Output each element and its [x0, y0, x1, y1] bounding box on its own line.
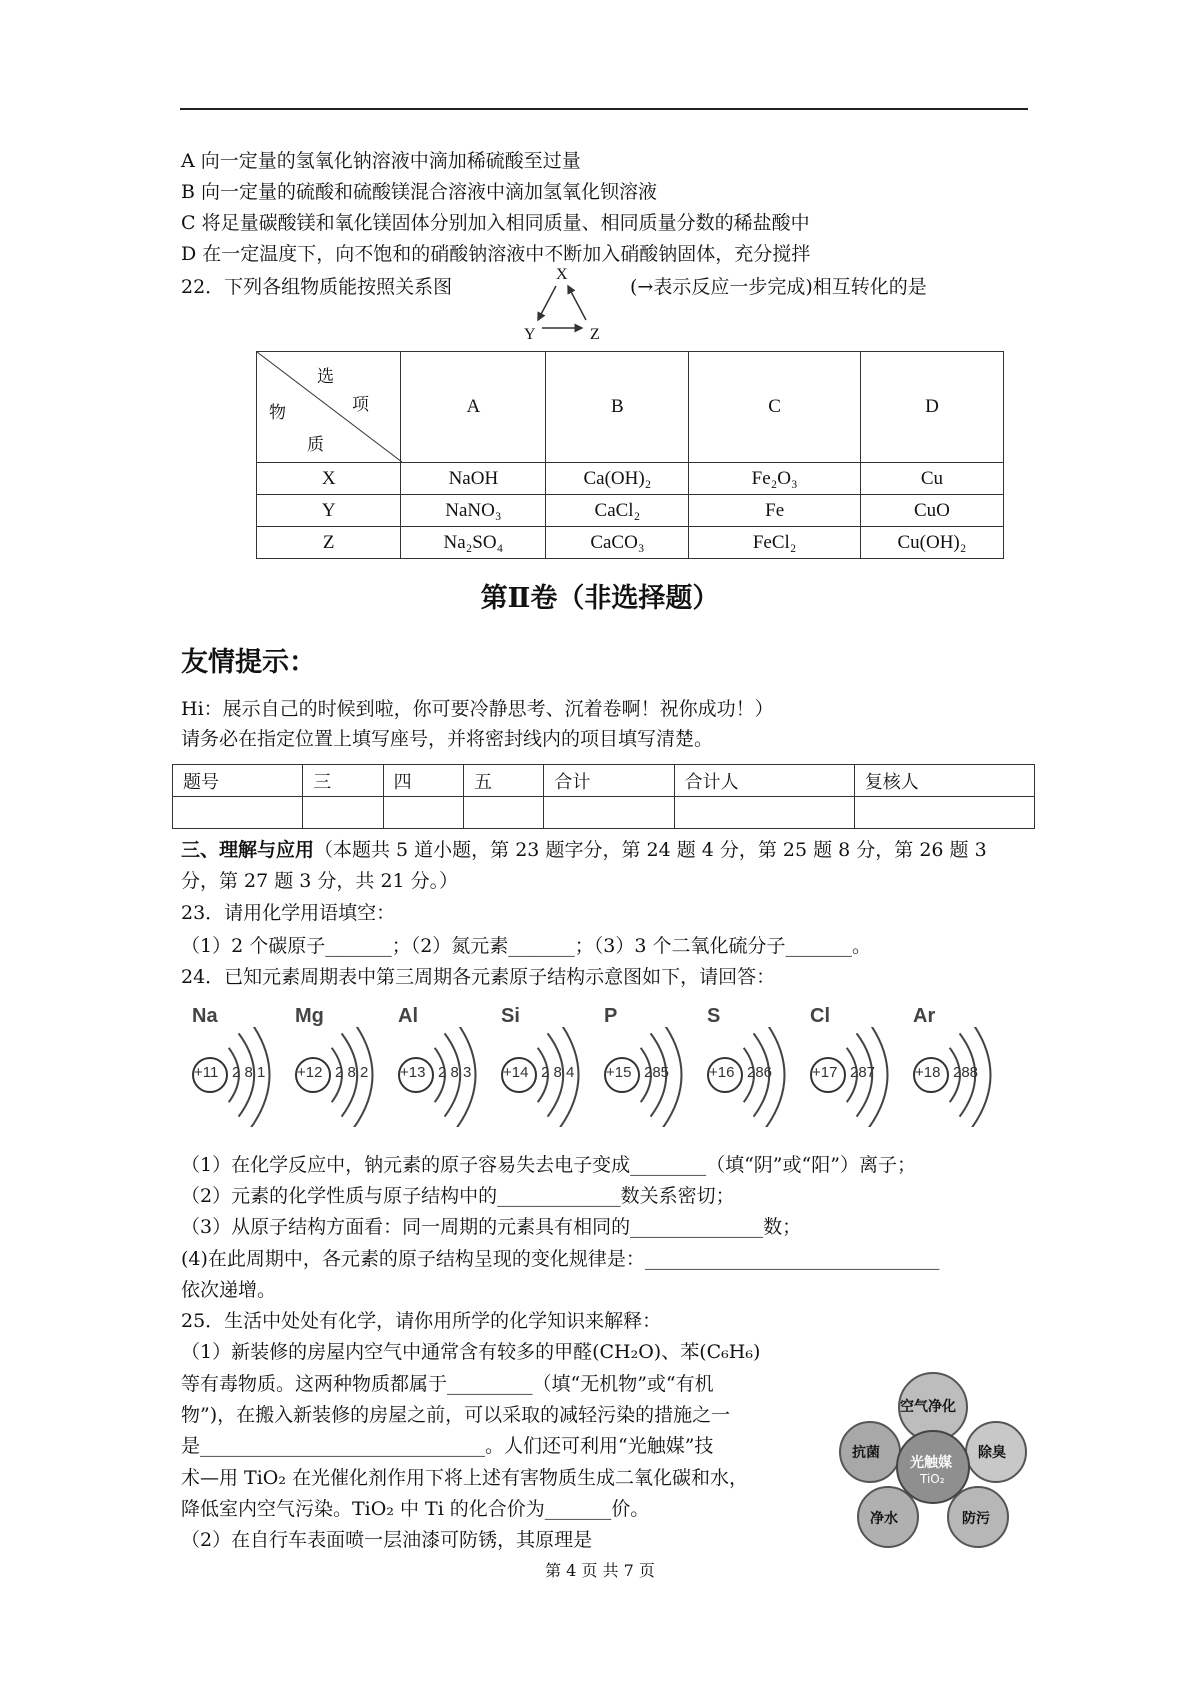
header-rule [180, 108, 1028, 110]
score-header: 四 [383, 765, 463, 797]
q25-line-3: 物”)，在搬入新装修的房屋之前，可以采取的减轻污染的措施之一 [181, 1404, 731, 1426]
section3-title: 三、理解与应用 [181, 839, 315, 861]
q25-line-5: 术—用 TiO₂ 在光催化剂作用下将上述有害物质生成二氧化碳和水， [181, 1467, 749, 1489]
q25-stem: 25．生活中处处有化学，请你用所学的化学知识来解释： [181, 1310, 662, 1332]
nucleus-charge: +15 [606, 1064, 632, 1081]
score-header: 五 [464, 765, 544, 797]
table-cell: Na₂SO₄ [401, 527, 546, 559]
score-header: 复核人 [854, 765, 1034, 797]
center-sub-label: TiO₂ [920, 1472, 945, 1486]
q24-line-5: 依次递增。 [181, 1279, 277, 1301]
q21-option-c: C 将足量碳酸镁和氧化镁固体分别加入相同质量、相同质量分数的稀盐酸中 [181, 212, 810, 234]
q24-stem: 24．已知元素周期表中第三周期各元素原子结构示意图如下，请回答： [181, 966, 776, 988]
q25-line-4: 是______________________________。人们还可利用“光触媒”技 [181, 1435, 714, 1457]
atom-s [705, 1005, 805, 1125]
nucleus-charge: +11 [194, 1064, 219, 1081]
electron-counts: 288 [953, 1064, 979, 1081]
section3-desc2: 分，第 27 题 3 分，共 21 分。） [181, 870, 459, 892]
q25-line-6: 降低室内空气污染。TiO₂ 中 Ti 的化合价为_______价。 [181, 1498, 650, 1520]
corner-top: 选 [317, 367, 334, 386]
diagram-y: Y [524, 326, 536, 343]
table-corner-cell [257, 352, 401, 463]
page-footer: 第 4 页 共 7 页 [545, 1561, 655, 1580]
q21-option-a: A 向一定量的氢氧化钠溶液中滴加稀硫酸至过量 [181, 150, 581, 172]
score-header: 三 [303, 765, 383, 797]
diagram-x: X [556, 266, 568, 283]
atom-ar [911, 1005, 1011, 1125]
atom-p [602, 1005, 702, 1125]
table-cell: CaCO₃ [546, 527, 689, 559]
q22-options-table [256, 351, 1004, 559]
option-header-c: C [689, 352, 860, 463]
q21-option-d: D 在一定温度下，向不饱和的硝酸钠溶液中不断加入硝酸钠固体，充分搅拌 [181, 243, 811, 265]
nucleus-charge: +14 [503, 1064, 529, 1081]
diagram-z: Z [590, 326, 600, 343]
atom-si [499, 1005, 599, 1125]
atom-al [396, 1005, 496, 1125]
score-cell[interactable] [854, 797, 1034, 829]
petal-label: 空气净化 [900, 1399, 956, 1415]
row-label: Y [257, 495, 401, 527]
score-table [172, 764, 1035, 829]
score-header: 合计人 [674, 765, 854, 797]
petal-label: 净水 [870, 1511, 898, 1527]
electron-counts: 2 8 2 [335, 1064, 369, 1081]
center-label: 光触媒 [910, 1455, 952, 1471]
atom-cl [808, 1005, 908, 1125]
photocatalyst-figure [838, 1352, 1028, 1552]
atom-symbol: S [707, 1005, 721, 1027]
score-cell[interactable] [173, 797, 303, 829]
petal-label: 防污 [962, 1511, 990, 1527]
corner-right: 项 [352, 395, 369, 414]
nucleus-charge: +13 [400, 1064, 426, 1081]
section3-heading [181, 835, 987, 865]
table-cell: Fe₂O₃ [689, 463, 860, 495]
atom-symbol: P [604, 1005, 618, 1027]
atom-symbol: Mg [295, 1005, 324, 1027]
petal-label: 抗菌 [852, 1445, 880, 1461]
q24-line-4: (4)在此周期中，各元素的原子结构呈现的变化规律是：_______________________________ [181, 1248, 940, 1270]
tip-title: 友情提示： [181, 647, 316, 678]
q22-stem-after: (→表示反应一步完成)相互转化的是 [630, 276, 927, 298]
score-cell[interactable] [544, 797, 674, 829]
table-cell: Cu [860, 463, 1003, 495]
score-cell[interactable] [464, 797, 544, 829]
q25-line-7: （2）在自行车表面喷一层油漆可防锈，其原理是 [181, 1529, 593, 1551]
section3-desc: （本题共 5 道小题，第 23 题字分，第 24 题 4 分，第 25 题 8 分，第 26 题 3 [314, 839, 987, 861]
q21-option-b: B 向一定量的硫酸和硫酸镁混合溶液中滴加氢氧化钡溶液 [181, 181, 658, 203]
q24-line-2: （2）元素的化学性质与原子结构中的_____________数关系密切； [181, 1185, 735, 1207]
atom-symbol: Na [192, 1005, 218, 1027]
tip-line: 请务必在指定位置上填写座号，并将密封线内的项目填写清楚。 [181, 728, 714, 750]
tip-line: Hi：展示自己的时候到啦，你可要冷静思考、沉着卷啊！祝你成功！） [181, 698, 774, 720]
electron-counts: 285 [644, 1064, 670, 1081]
nucleus-charge: +17 [812, 1064, 838, 1081]
table-cell: CaCl₂ [546, 495, 689, 527]
q23-blanks: （1）2 个碳原子_______；（2）氮元素_______；（3）3 个二氧化硫分子_______。 [181, 935, 872, 957]
row-label: Z [257, 527, 401, 559]
electron-counts: 2 8 4 [541, 1064, 575, 1081]
score-header: 题号 [173, 765, 303, 797]
q25-line-2: 等有毒物质。这两种物质都属于_________（填“无机物”或“有机 [181, 1373, 714, 1395]
atom-diagrams [190, 1005, 1020, 1125]
option-header-a: A [401, 352, 546, 463]
part2-title: 第Ⅱ卷（非选择题） [480, 583, 720, 614]
row-label: X [257, 463, 401, 495]
table-cell: FeCl₂ [689, 527, 860, 559]
q22-stem-before: 22．下列各组物质能按照关系图 [181, 276, 453, 298]
table-cell: CuO [860, 495, 1003, 527]
score-cell[interactable] [303, 797, 383, 829]
relation-diagram [520, 268, 610, 348]
q24-line-1: （1）在化学反应中，钠元素的原子容易失去电子变成________（填“阴”或“阳”）离子； [181, 1154, 916, 1176]
score-cell[interactable] [383, 797, 463, 829]
nucleus-charge: +12 [297, 1064, 323, 1081]
table-cell: Cu(OH)₂ [860, 527, 1003, 559]
score-cell[interactable] [674, 797, 854, 829]
option-header-d: D [860, 352, 1003, 463]
nucleus-charge: +16 [709, 1064, 735, 1081]
table-cell: Ca(OH)₂ [546, 463, 689, 495]
electron-counts: 287 [850, 1064, 876, 1081]
q23-stem: 23．请用化学用语填空： [181, 902, 396, 924]
atom-symbol: Cl [810, 1005, 830, 1027]
table-cell: NaNO₃ [401, 495, 546, 527]
table-cell: Fe [689, 495, 860, 527]
q25-line-1: （1）新装修的房屋内空气中通常含有较多的甲醛(CH₂O)、苯(C₆H₆) [181, 1341, 761, 1363]
q24-line-3: （3）从原子结构方面看：同一周期的元素具有相同的______________数； [181, 1216, 802, 1238]
atom-na [190, 1005, 290, 1125]
atom-symbol: Si [501, 1005, 520, 1027]
nucleus-charge: +18 [915, 1064, 941, 1081]
table-cell: NaOH [401, 463, 546, 495]
option-header-b: B [546, 352, 689, 463]
score-header: 合计 [544, 765, 674, 797]
petal-label: 除臭 [978, 1445, 1006, 1461]
electron-counts: 2 8 3 [438, 1064, 472, 1081]
atom-mg [293, 1005, 393, 1125]
atom-symbol: Al [398, 1005, 418, 1027]
corner-left: 物 [269, 403, 286, 422]
corner-bottom: 质 [307, 435, 324, 454]
electron-counts: 2 8 1 [232, 1064, 266, 1081]
atom-symbol: Ar [913, 1005, 936, 1027]
electron-counts: 286 [747, 1064, 773, 1081]
